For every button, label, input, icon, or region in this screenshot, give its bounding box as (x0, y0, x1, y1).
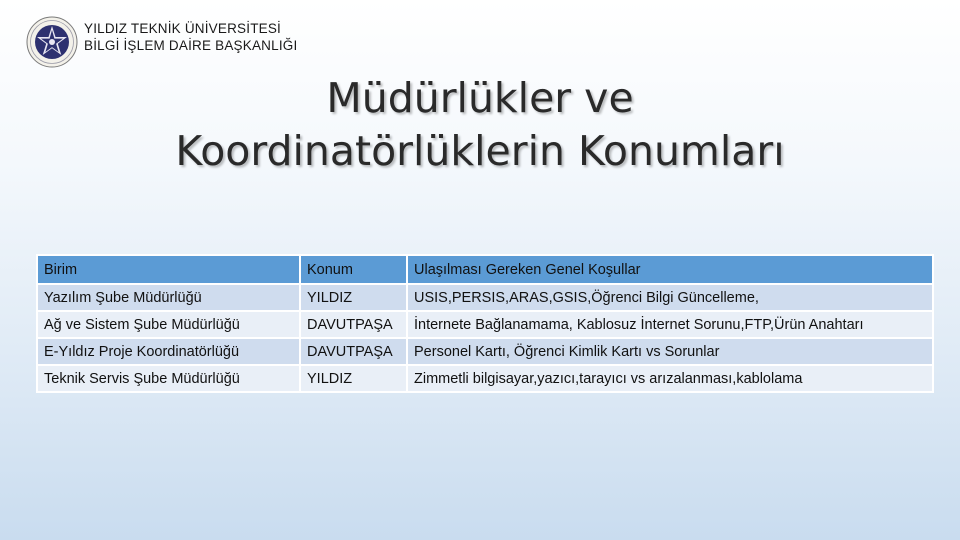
cell-location: DAVUTPAŞA (300, 311, 407, 338)
table-row (37, 338, 933, 365)
institution-name (84, 20, 297, 54)
cell-conditions: İnternete Bağlanamama, Kablosuz İnternet Sorunu,FTP,Ürün Anahtarı (407, 311, 933, 338)
cell-unit: E-Yıldız Proje Koordinatörlüğü (37, 338, 300, 365)
university-seal-icon (26, 16, 78, 68)
cell-unit: Yazılım Şube Müdürlüğü (37, 284, 300, 311)
slide-title-line1: Müdürlükler ve (326, 74, 634, 122)
cell-location: YILDIZ (300, 284, 407, 311)
column-header-conditions: Ulaşılması Gereken Genel Koşullar (407, 255, 933, 284)
table-row (37, 311, 933, 338)
table-row (37, 365, 933, 392)
institution-header (26, 16, 297, 68)
slide-title (0, 72, 960, 178)
cell-conditions: Personel Kartı, Öğrenci Kimlik Kartı vs Sorunlar (407, 338, 933, 365)
institution-name-line1: YILDIZ TEKNİK ÜNİVERSİTESİ (84, 21, 281, 36)
table-header-row (37, 255, 933, 284)
cell-conditions: Zimmetli bilgisayar,yazıcı,tarayıcı vs arızalanması,kablolama (407, 365, 933, 392)
cell-location: YILDIZ (300, 365, 407, 392)
units-table (36, 254, 934, 393)
cell-unit: Ağ ve Sistem Şube Müdürlüğü (37, 311, 300, 338)
column-header-location: Konum (300, 255, 407, 284)
slide-title-line2: Koordinatörlüklerin Konumları (175, 127, 785, 175)
cell-conditions: USIS,PERSIS,ARAS,GSIS,Öğrenci Bilgi Güncelleme, (407, 284, 933, 311)
cell-location: DAVUTPAŞA (300, 338, 407, 365)
cell-unit: Teknik Servis Şube Müdürlüğü (37, 365, 300, 392)
column-header-unit: Birim (37, 255, 300, 284)
institution-name-line2: BİLGİ İŞLEM DAİRE BAŞKANLIĞI (84, 38, 298, 53)
table-row (37, 284, 933, 311)
